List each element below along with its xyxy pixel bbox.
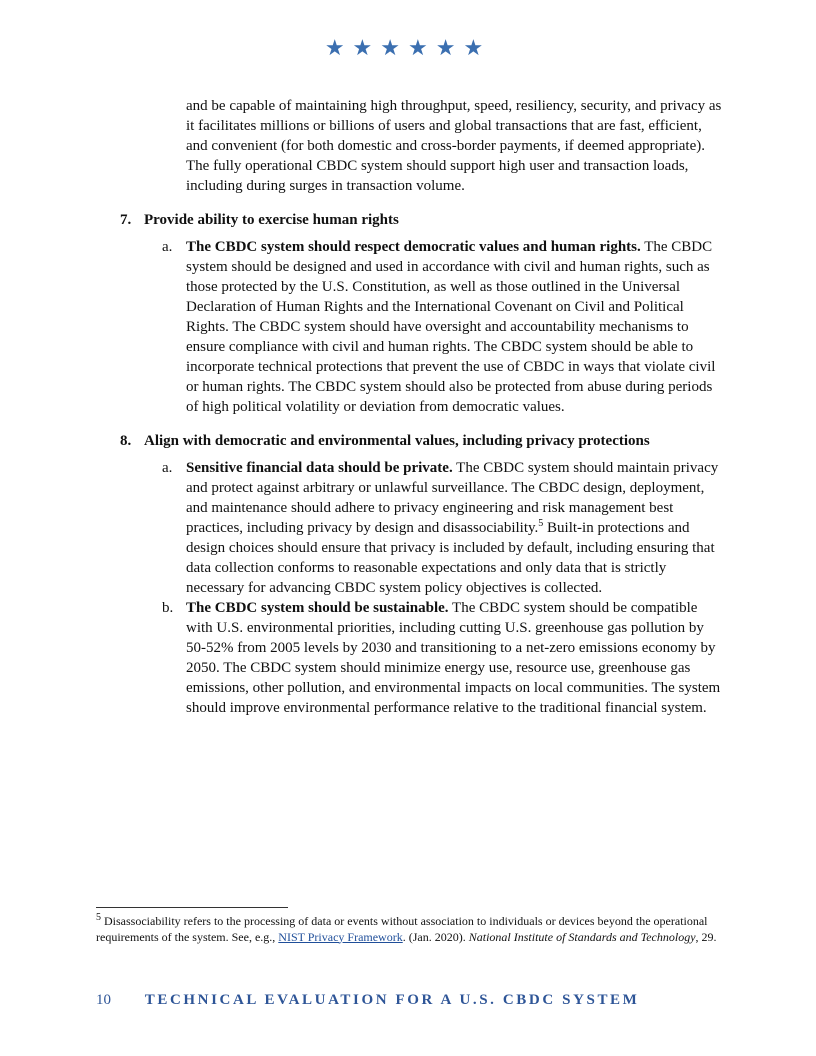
footnote-text: Disassociability refers to the processing of data or events without association to individuals or devices beyond the operational requirements of the system. See, e.g.,: [96, 914, 708, 944]
item-letter: b.: [162, 600, 174, 616]
footnote: [96, 914, 720, 945]
section-7: [96, 210, 816, 230]
item-lead: Sensitive financial data should be private.: [186, 460, 453, 476]
item-lead: The CBDC system should respect democratic values and human rights.: [186, 239, 641, 255]
section-8: [96, 431, 816, 451]
footer-title: TECHNICAL EVALUATION FOR A U.S. CBDC SYSTEM: [144, 992, 640, 1008]
footnote-date: . (Jan. 2020).: [402, 929, 469, 944]
item-letter: a.: [162, 460, 173, 476]
footnote-number: 5: [96, 912, 101, 923]
footnote-page: , 29.: [695, 929, 717, 944]
section-7-items: [0, 237, 816, 417]
section-number: 7.: [120, 212, 132, 228]
section-number: 8.: [120, 433, 132, 449]
footnote-ref[interactable]: 5: [538, 518, 544, 529]
item-letter: a.: [162, 239, 173, 255]
section-heading: [96, 431, 816, 451]
item-text-cont: Built-in protections and design choices should ensure that privacy is included by default, including ensuring that data collection conforms to reasonable expectations and only data that is strictly necessary for advancing CBDC system policy objectives is collected.: [186, 520, 715, 596]
nist-privacy-framework-link[interactable]: NIST Privacy Framework: [278, 929, 403, 944]
section-heading: [96, 210, 816, 230]
section-title: Provide ability to exercise human rights: [144, 212, 399, 228]
list-item: [162, 237, 726, 417]
continuation-paragraph: and be capable of maintaining high throughput, speed, resiliency, security, and privacy as it facilitates millions or billions of users and global transactions that are fast, efficient, and convenient (for both domestic and cross-border payments, if deemed appropriate). The fully operational CBDC system should support high user and transaction loads, including during surges in transaction volume.: [186, 98, 722, 194]
footnote-source: National Institute of Standards and Technology: [468, 929, 696, 944]
footnote-divider: [96, 907, 288, 908]
list-item: [162, 458, 726, 598]
page-footer: [96, 990, 736, 1010]
header-stars: ★★★★★★: [324, 36, 492, 61]
page-body: [0, 96, 816, 718]
list-item: [162, 598, 726, 718]
item-text: The CBDC system should be compatible with U.S. environmental priorities, including cutting U.S. greenhouse gas pollution by 50-52% from 2005 levels by 2030 and transitioning to a net-zero emissions economy by 2050. The CBDC system should minimize energy use, resource use, greenhouse gas emissions, other pollution, and environmental impacts on local communities. The system should improve environmental performance relative to the traditional financial system.: [186, 600, 721, 716]
item-lead: The CBDC system should be sustainable.: [186, 600, 449, 616]
item-text: The CBDC system should maintain privacy and protect against arbitrary or unlawful surveillance. The CBDC design, deployment, and maintenance should adhere to privacy engineering and risk management best practices, including privacy by design and disassociability.: [186, 460, 719, 536]
section-title: Align with democratic and environmental values, including privacy protections: [144, 433, 650, 449]
page-number: 10: [96, 992, 111, 1008]
item-text: The CBDC system should be designed and used in accordance with civil and human rights, such as those protected by the U.S. Constitution, as well as those outlined in the Universal Declaration of Human Rights and the International Covenant on Civil and Political Rights. The CBDC system should have oversight and accountability mechanisms to ensure compliance with civil and human rights. The CBDC system should be able to incorporate technical protections that prevent the use of CBDC in ways that violate civil or human rights. The CBDC system should also be protected from abuse during periods of high political volatility or deviation from democratic values.: [186, 239, 716, 415]
section-8-items: [0, 458, 816, 718]
